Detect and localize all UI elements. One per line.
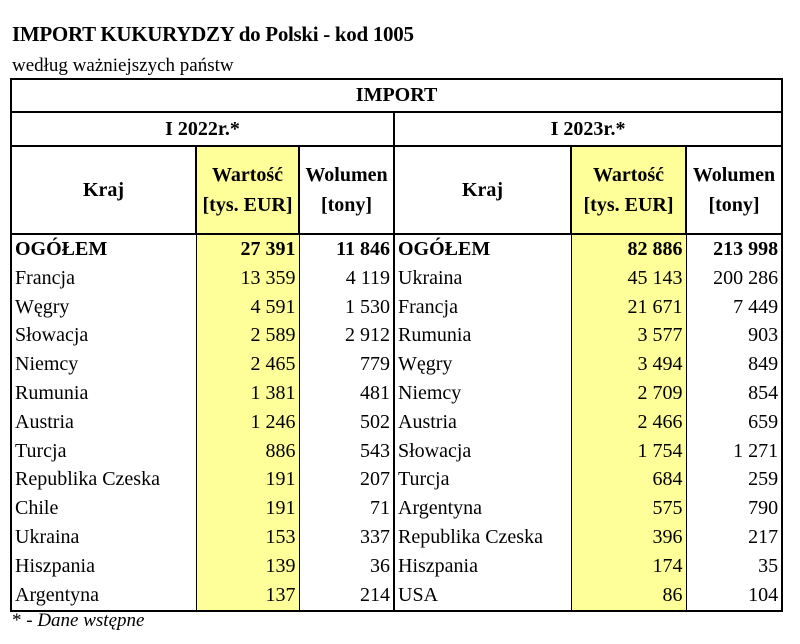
period-header-2023: I 2023r.*	[394, 112, 782, 146]
country-cell: Słowacja	[394, 437, 571, 466]
column-header-volume: Wolumen [tony]	[686, 146, 782, 234]
value-cell: 3 494	[571, 350, 686, 379]
volume-cell: 779	[299, 350, 394, 379]
column-header-value: Wartość [tys. EUR]	[571, 146, 686, 234]
volume-cell: 11 846	[299, 234, 394, 264]
volume-cell: 217	[686, 523, 782, 552]
document-subtitle: według ważniejszych państw	[12, 55, 234, 76]
period-header-2022: I 2022r.*	[11, 112, 394, 146]
value-cell: 1 246	[196, 408, 299, 437]
value-cell: 396	[571, 523, 686, 552]
column-header-country: Kraj	[394, 146, 571, 234]
country-cell: Węgry	[11, 293, 196, 322]
value-cell: 684	[571, 466, 686, 495]
volume-cell: 36	[299, 552, 394, 581]
volume-cell: 659	[686, 408, 782, 437]
value-cell: 2 589	[196, 322, 299, 351]
country-cell: Austria	[11, 408, 196, 437]
value-cell: 21 671	[571, 293, 686, 322]
value-cell: 886	[196, 437, 299, 466]
volume-cell: 849	[686, 350, 782, 379]
volume-cell: 854	[686, 379, 782, 408]
country-cell: Republika Czeska	[11, 466, 196, 495]
table-row	[11, 293, 782, 322]
country-cell: Hiszpania	[394, 552, 571, 581]
value-cell: 1 754	[571, 437, 686, 466]
volume-cell: 337	[299, 523, 394, 552]
country-cell: Ukraina	[394, 264, 571, 293]
value-cell: 137	[196, 581, 299, 611]
country-cell: Argentyna	[11, 581, 196, 611]
country-cell: Ukraina	[11, 523, 196, 552]
country-cell: Turcja	[11, 437, 196, 466]
country-cell: Argentyna	[394, 494, 571, 523]
value-cell: 82 886	[571, 234, 686, 264]
table-row	[11, 264, 782, 293]
volume-cell: 213 998	[686, 234, 782, 264]
table-row	[11, 494, 782, 523]
country-cell: Republika Czeska	[394, 523, 571, 552]
volume-cell: 104	[686, 581, 782, 611]
value-cell: 1 381	[196, 379, 299, 408]
volume-cell: 790	[686, 494, 782, 523]
value-cell: 13 359	[196, 264, 299, 293]
volume-cell: 200 286	[686, 264, 782, 293]
value-cell: 174	[571, 552, 686, 581]
column-header-value: Wartość [tys. EUR]	[196, 146, 299, 234]
value-cell: 139	[196, 552, 299, 581]
volume-cell: 1 271	[686, 437, 782, 466]
country-cell: Słowacja	[11, 322, 196, 351]
country-cell: USA	[394, 581, 571, 611]
value-cell: 153	[196, 523, 299, 552]
table-row	[11, 322, 782, 351]
country-cell: Turcja	[394, 466, 571, 495]
volume-cell: 502	[299, 408, 394, 437]
value-cell: 45 143	[571, 264, 686, 293]
volume-cell: 4 119	[299, 264, 394, 293]
country-cell: Francja	[394, 293, 571, 322]
table-header-import: IMPORT	[11, 79, 782, 112]
column-header-volume: Wolumen [tony]	[299, 146, 394, 234]
value-cell: 575	[571, 494, 686, 523]
import-table	[10, 78, 783, 612]
value-cell: 2 709	[571, 379, 686, 408]
volume-cell: 214	[299, 581, 394, 611]
volume-cell: 481	[299, 379, 394, 408]
table-row	[11, 379, 782, 408]
volume-cell: 7 449	[686, 293, 782, 322]
value-cell: 2 466	[571, 408, 686, 437]
table-row	[11, 466, 782, 495]
value-cell: 2 465	[196, 350, 299, 379]
country-cell: OGÓŁEM	[11, 234, 196, 264]
table-row	[11, 350, 782, 379]
country-cell: Rumunia	[394, 322, 571, 351]
volume-cell: 207	[299, 466, 394, 495]
value-cell: 3 577	[571, 322, 686, 351]
table-row	[11, 523, 782, 552]
country-cell: OGÓŁEM	[394, 234, 571, 264]
table-row	[11, 552, 782, 581]
column-header-country: Kraj	[11, 146, 196, 234]
country-cell: Niemcy	[394, 379, 571, 408]
country-cell: Austria	[394, 408, 571, 437]
total-row	[11, 234, 782, 264]
value-cell: 191	[196, 494, 299, 523]
volume-cell: 1 530	[299, 293, 394, 322]
value-cell: 86	[571, 581, 686, 611]
country-cell: Węgry	[394, 350, 571, 379]
volume-cell: 2 912	[299, 322, 394, 351]
country-cell: Francja	[11, 264, 196, 293]
volume-cell: 259	[686, 466, 782, 495]
value-cell: 27 391	[196, 234, 299, 264]
volume-cell: 35	[686, 552, 782, 581]
footnote	[12, 610, 144, 632]
country-cell: Chile	[11, 494, 196, 523]
value-cell: 4 591	[196, 293, 299, 322]
value-cell: 191	[196, 466, 299, 495]
volume-cell: 71	[299, 494, 394, 523]
document-title: IMPORT KUKURYDZY do Polski - kod 1005	[12, 22, 414, 46]
volume-cell: 903	[686, 322, 782, 351]
volume-cell: 543	[299, 437, 394, 466]
country-cell: Niemcy	[11, 350, 196, 379]
table-row	[11, 437, 782, 466]
footnote-star: * -	[12, 610, 33, 631]
country-cell: Hiszpania	[11, 552, 196, 581]
table-row	[11, 581, 782, 611]
country-cell: Rumunia	[11, 379, 196, 408]
table-row	[11, 408, 782, 437]
footnote-text: Dane wstępne	[37, 610, 145, 631]
